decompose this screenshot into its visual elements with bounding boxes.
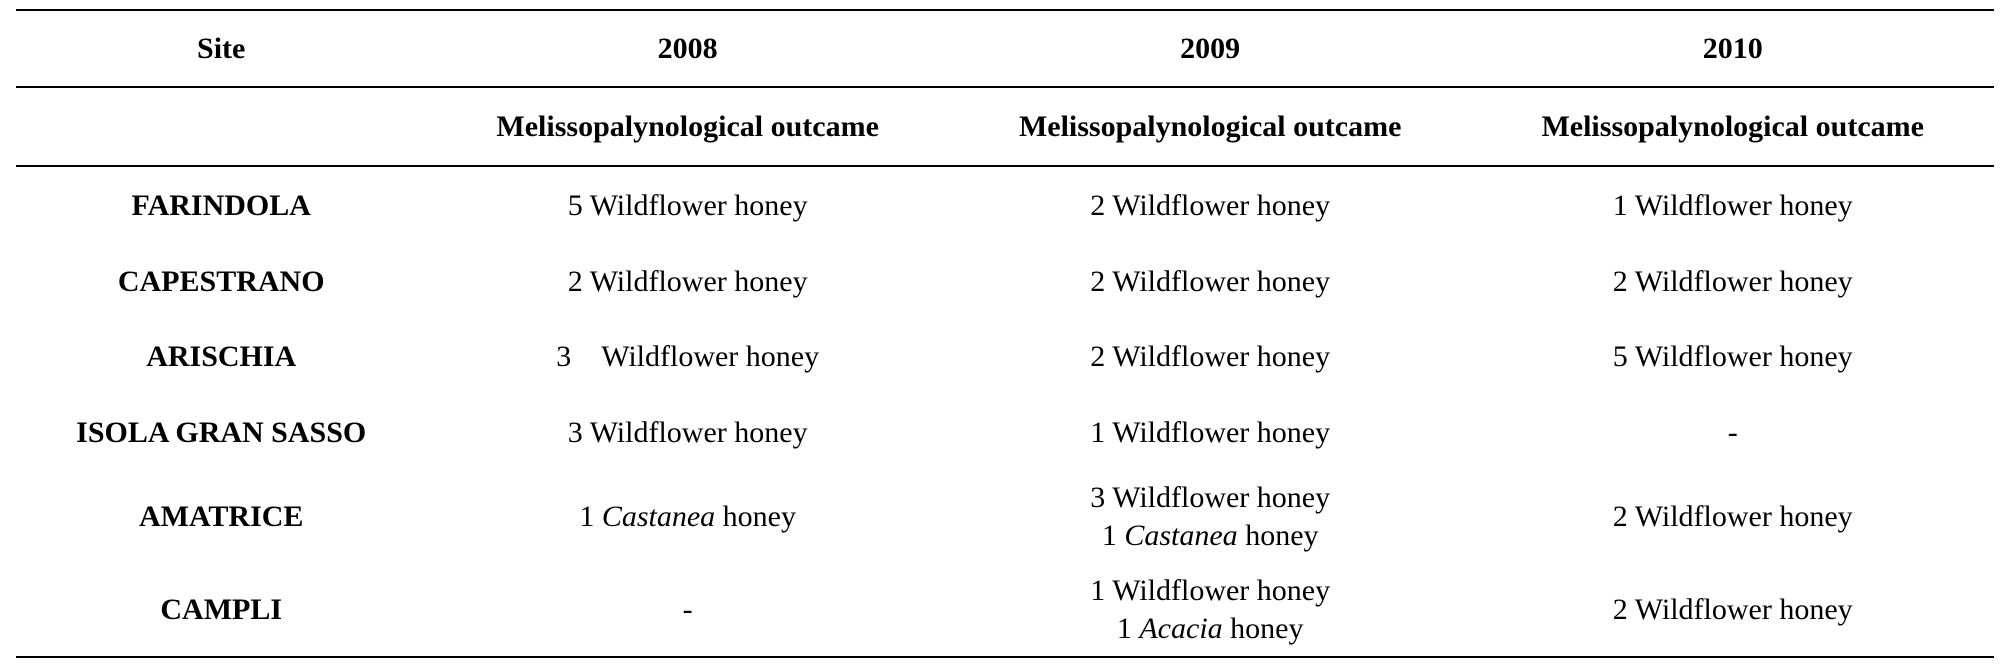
outcome-cell (949, 166, 1472, 244)
honey-entry (949, 572, 1472, 610)
honey-entry (949, 479, 1472, 517)
honey-count: 1 (579, 500, 595, 533)
header-row-years (16, 10, 1994, 87)
honey-entry (949, 610, 1472, 648)
site-cell: CAPESTRANO (117, 264, 325, 298)
honey-count: 1 (1101, 519, 1117, 552)
honey-type: Wildflower honey (1634, 264, 1853, 298)
honey-count: 2 (1090, 340, 1106, 373)
honey-count: 1 (1090, 574, 1106, 607)
honey-count: 5 (1612, 340, 1628, 373)
honey-type: Wildflower honey (1634, 188, 1853, 222)
honey-type: Wildflower honey (1112, 415, 1331, 449)
outcome-cell (426, 395, 949, 470)
site-cell: CAMPLI (16, 564, 426, 657)
table-row (16, 395, 1994, 470)
honey-table (16, 9, 1994, 658)
honey-type: Wildflower honey (1634, 340, 1853, 373)
honey-type: Wildflower honey (1112, 340, 1331, 373)
site-cell: FARINDOLA (131, 188, 311, 222)
honey-count: 2 (1612, 500, 1628, 533)
honey-entry (426, 414, 949, 452)
site-cell: ISOLA GRAN SASSO (76, 415, 367, 449)
outcome-cell (426, 166, 949, 244)
header-site: Site (16, 10, 426, 87)
outcome-cell (949, 470, 1472, 564)
outcome-cell (949, 319, 1472, 395)
honey-table-wrapper (16, 9, 1994, 658)
table-row (16, 166, 1994, 244)
honey-count: 3 (567, 415, 583, 449)
honey-type: Wildflower honey (1634, 593, 1853, 626)
honey-entry (1471, 187, 1994, 225)
outcome-cell (1471, 166, 1994, 244)
honey-type: Wildflower honey (1634, 500, 1853, 533)
honey-entry (949, 414, 1472, 452)
site-cell: ARISCHIA (146, 340, 297, 373)
honey-entry (426, 338, 949, 376)
honey-count: 5 (567, 188, 583, 222)
honey-count: 2 (567, 264, 583, 298)
honey-type: Wildflower honey (1112, 188, 1331, 222)
honey-entry (426, 187, 949, 225)
subheader-outcome-2008: Melissopalynological outcame (426, 87, 949, 166)
honey-count: 1 (1612, 188, 1628, 222)
honey-entry (949, 338, 1472, 376)
honey-type: Wildflower honey (589, 188, 808, 222)
table-body (16, 166, 1994, 657)
outcome-cell: - (426, 564, 949, 657)
honey-type: Wildflower honey (589, 415, 808, 449)
subheader-outcome-2010: Melissopalynological outcame (1471, 87, 1994, 166)
table-row (16, 319, 1994, 395)
honey-type: honey (1245, 519, 1319, 552)
honey-count: 1 (1116, 612, 1132, 645)
honey-entry (1471, 338, 1994, 376)
honey-entry (949, 517, 1472, 555)
honey-entry (426, 263, 949, 301)
outcome-cell (426, 244, 949, 319)
header-row-outcome (16, 87, 1994, 166)
honey-genus: Castanea (601, 500, 716, 533)
honey-type: Wildflower honey (1112, 264, 1331, 298)
honey-count: 2 (1612, 264, 1628, 298)
outcome-cell (949, 395, 1472, 470)
outcome-cell (949, 244, 1472, 319)
honey-genus: Acacia (1139, 612, 1223, 645)
header-year-2010: 2010 (1471, 10, 1994, 87)
honey-type: honey (1230, 612, 1304, 645)
subheader-outcome-2009: Melissopalynological outcame (949, 87, 1472, 166)
outcome-cell (1471, 319, 1994, 395)
honey-type: Wildflower honey (1112, 574, 1331, 607)
subheader-empty (16, 87, 426, 166)
honey-entry (426, 498, 949, 536)
honey-type: Wildflower honey (1112, 481, 1331, 514)
honey-entry (1471, 263, 1994, 301)
honey-entry (949, 187, 1472, 225)
site-cell: AMATRICE (138, 500, 304, 533)
honey-genus: Castanea (1124, 519, 1238, 552)
honey-entry (949, 263, 1472, 301)
honey-count: 2 (1612, 593, 1628, 626)
honey-entry (1471, 591, 1994, 629)
outcome-cell (1471, 244, 1994, 319)
table-row (16, 564, 1994, 657)
outcome-cell (426, 470, 949, 564)
outcome-cell (949, 564, 1472, 657)
honey-entry (1471, 498, 1994, 536)
honey-count: 2 (1090, 264, 1106, 298)
header-year-2008: 2008 (426, 10, 949, 87)
honey-type: Wildflower honey (589, 264, 808, 298)
header-year-2009: 2009 (949, 10, 1472, 87)
honey-count: 3 (1090, 481, 1106, 514)
table-row (16, 244, 1994, 319)
outcome-cell: - (1727, 415, 1738, 449)
outcome-cell (1471, 470, 1994, 564)
outcome-cell (426, 319, 949, 395)
honey-count: 2 (1090, 188, 1106, 222)
outcome-cell (1471, 564, 1994, 657)
honey-type: honey (722, 500, 796, 533)
table-row (16, 470, 1994, 564)
honey-count: 1 (1090, 415, 1106, 449)
honey-count: 3 (556, 340, 572, 373)
honey-type: Wildflower honey (601, 340, 820, 373)
